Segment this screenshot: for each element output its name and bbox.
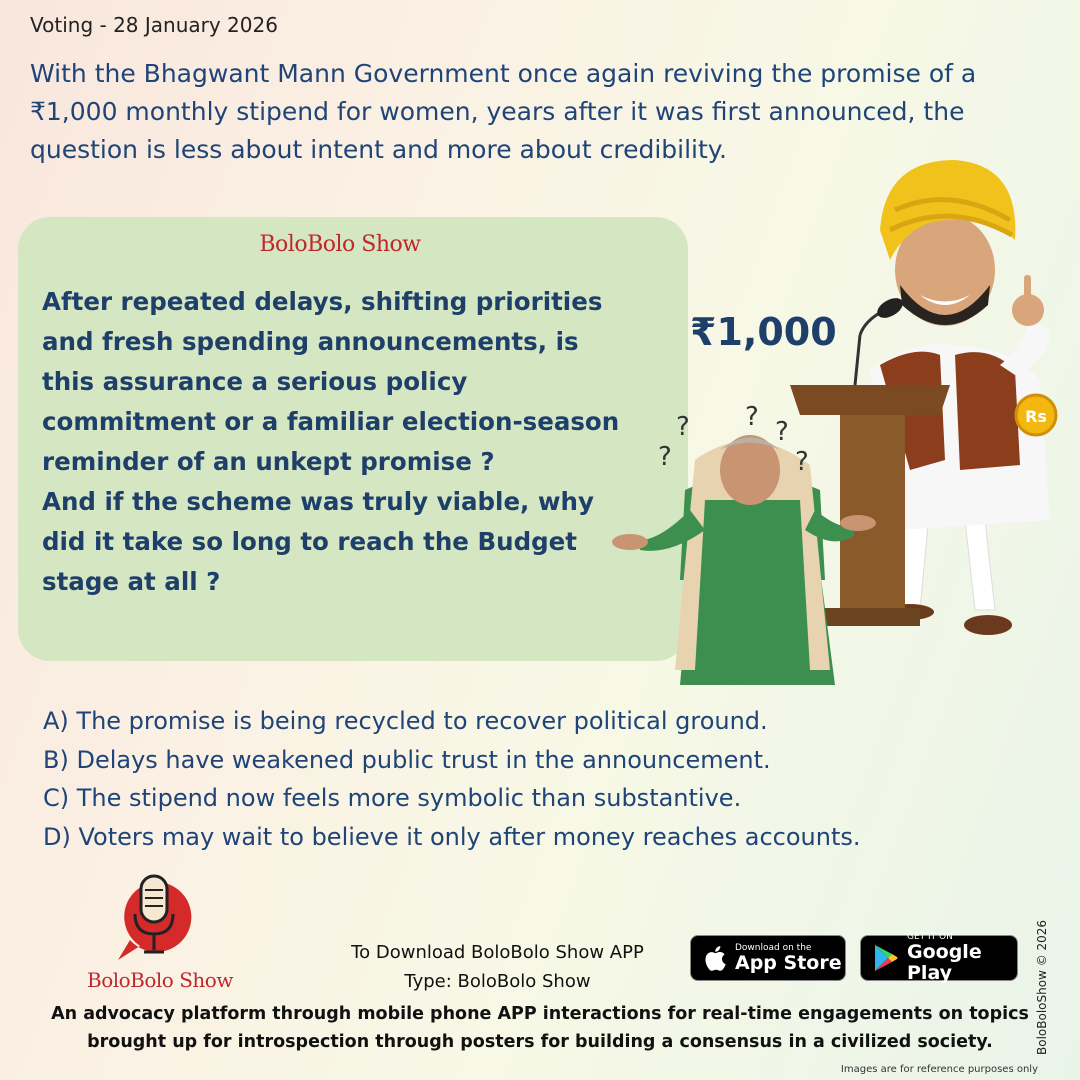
svg-text:?: ? <box>795 447 809 477</box>
svg-text:?: ? <box>658 442 672 472</box>
date-label: Voting - 28 January 2026 <box>30 13 278 37</box>
google-play-small: GET IT ON <box>907 932 953 942</box>
google-play-big: Google Play <box>907 941 982 984</box>
option-d[interactable]: D) Voters may wait to believe it only after money reaches accounts. <box>43 822 861 851</box>
tagline: An advocacy platform through mobile phone APP interactions for real-time engagements on topics brought up for introspection through posters for building a consensus in a civilized society. <box>51 1004 1029 1052</box>
app-store-button[interactable] <box>690 935 846 981</box>
option-b[interactable]: B) Delays have weakened public trust in the announcement. <box>43 745 771 774</box>
svg-text:?: ? <box>676 412 690 442</box>
amount-label: ₹1,000 <box>690 310 837 354</box>
option-a[interactable]: A) The promise is being recycled to recover political ground. <box>43 707 768 735</box>
apple-icon <box>703 944 727 972</box>
disclaimer: Images are for reference purposes only <box>840 1064 1038 1075</box>
download-line-2: Type: BoloBolo Show <box>404 971 591 992</box>
intro-text: With the Bhagwant Mann Government once again reviving the promise of a ₹1,000 monthly stipend for women, years after it was first announced, the question is less about intent and more about credibility. <box>30 59 977 164</box>
download-line-1: To Download BoloBolo Show APP <box>351 942 644 963</box>
svg-text:?: ? <box>745 402 759 432</box>
rupee-coin-icon <box>1016 395 1056 435</box>
coin-label: Rs <box>1025 407 1047 426</box>
app-store-small: Download on the <box>735 942 812 953</box>
copyright: BoloBoloShow © 2026 <box>1035 919 1049 1055</box>
poll-options <box>43 702 1003 856</box>
option-c[interactable]: C) The stipend now feels more symbolic than substantive. <box>43 784 742 812</box>
card-brand: BoloBolo Show <box>259 232 421 257</box>
logo-text: BoloBolo Show <box>87 968 233 992</box>
google-play-icon <box>873 944 899 972</box>
svg-text:?: ? <box>775 417 789 447</box>
confused-woman <box>612 435 876 685</box>
app-store-big: App Store <box>735 951 842 974</box>
podcast-mic-logo <box>110 872 200 972</box>
google-play-button[interactable] <box>860 932 1018 984</box>
download-info <box>330 938 665 996</box>
illustration <box>610 130 1080 690</box>
poll-question: After repeated delays, shifting priorities and fresh spending announcements, is this assurance a serious policy commitment or a familiar election-season reminder of an unkept promise ? And if the scheme was truly viable, why did it take so long to reach the Budget stage at all ? <box>42 287 620 596</box>
